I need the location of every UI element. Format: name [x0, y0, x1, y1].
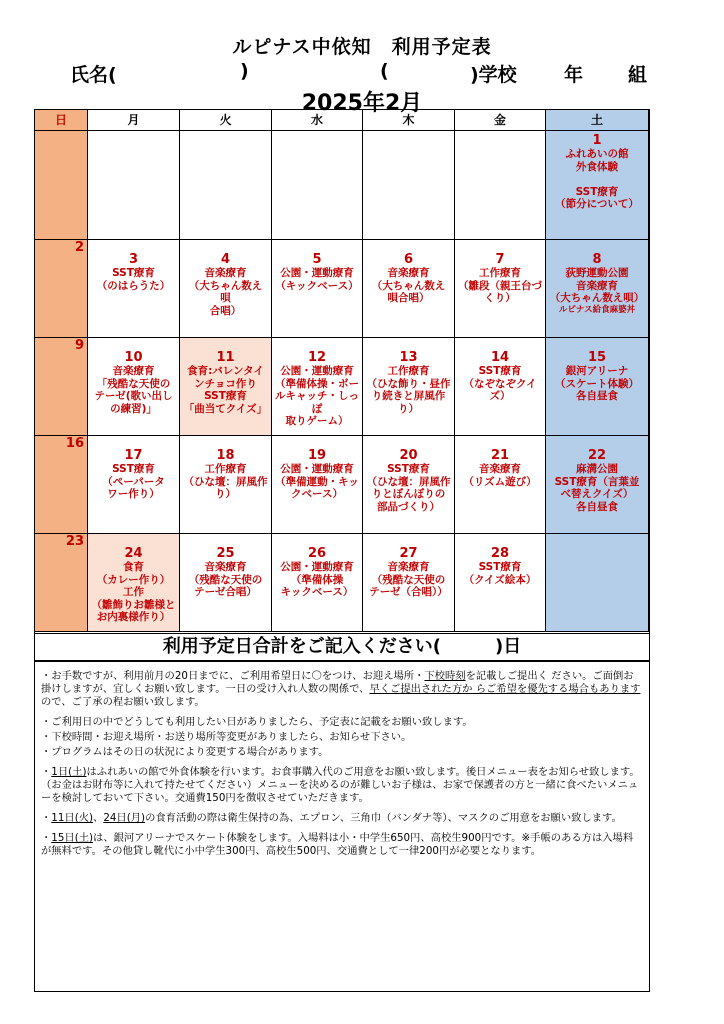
calendar-day-cell: [455, 240, 546, 338]
calendar-day-cell: [363, 131, 455, 240]
calendar-day-cell: [363, 240, 455, 338]
weekday-header-mon: 月: [88, 110, 180, 131]
day-events-extra: ルピナス給食麻婆丼: [558, 304, 636, 315]
weekday-header-sat: 土: [546, 110, 649, 131]
day-events: SST療育 （のはらうた）: [96, 267, 171, 292]
day-events: 音楽療育 （残酷な天使の テーゼ（合唱））: [369, 561, 448, 598]
day-number: 27: [399, 546, 418, 561]
note-changes: ・下校時間・お迎え場所・お送り場所等変更がありましたら、お知らせ下さい。: [41, 731, 412, 743]
day-events: 音楽療育 （大ちゃん数え 唄合唱）: [371, 267, 446, 304]
calendar-day-cell: [272, 436, 363, 534]
day-number: 14: [490, 350, 510, 365]
calendar-day-cell: [272, 131, 363, 240]
day-events: 音楽療育 （残酷な天使の テーゼ合唱）: [188, 561, 263, 598]
day-events: 音楽療育 「残酷な天使の テーゼ(歌い出し の練習)」: [94, 365, 173, 415]
calendar-grid: [34, 109, 650, 634]
day-number: 25: [216, 546, 235, 561]
name-close: ): [240, 60, 249, 82]
day-events: 音楽療育 （大ちゃん数え 唄 合唱）: [188, 267, 263, 317]
day-number: 2: [74, 240, 84, 255]
day-number: 15: [587, 350, 607, 365]
day-number: 21: [490, 448, 510, 463]
day-number: 10: [124, 350, 143, 365]
calendar-day-cell: [88, 131, 180, 240]
day-number: 3: [128, 252, 139, 267]
calendar-day-cell: [180, 338, 272, 436]
day-events: 食育:バレンタイ ンチョコ作り SST療育 「曲当てクイズ」: [183, 365, 268, 415]
calendar-day-cell: [272, 240, 363, 338]
day-number: 7: [495, 252, 505, 267]
note-priority-days: ・ご利用日の中でどうしても利用したい日がありましたら、予定表に記載をお願い致します。: [41, 716, 473, 728]
day-events: 音楽療育 （リズム遊び）: [463, 463, 537, 488]
day-events: 工作療育 （雛段（親王台づ くり）: [458, 267, 542, 304]
weekday-header-thu: 木: [363, 110, 455, 131]
calendar-day-cell: [88, 338, 180, 436]
day-events: 荻野運動公園 音楽療育 （大ちゃん数え唄）: [549, 267, 645, 304]
calendar-day-cell: [35, 436, 88, 534]
weekday-header-sun: 日: [35, 110, 88, 131]
day-number: 11: [216, 350, 235, 365]
notes-section: [34, 661, 650, 992]
name-label: 氏名(: [70, 64, 117, 86]
calendar-day-cell: [180, 436, 272, 534]
year-label: 年: [564, 64, 584, 86]
day-number: 5: [312, 252, 322, 267]
note-day1: ・1日(土)はふれあいの館で外食体験を行います。お食事購入代のご用意をお願い致します。後日メニュー表をお知らせ致します。（お金はお財布等に入れて持たせてください）メニューを決めるのが難しいお子様は、お家で保護者の方と一緒に食べたいメニューを検討しておいて下さい。交通費150円を徴収させていただきます。: [41, 766, 640, 804]
calendar-day-cell: [363, 436, 455, 534]
day-number: 28: [490, 546, 510, 561]
school-open: (: [380, 60, 389, 82]
weekday-header-fri: 金: [455, 110, 546, 131]
day-events: 公園・運動療育 （準備体操・ボー ルキャッチ・しっぽ 取りゲーム）: [275, 365, 359, 427]
day-events: SST療育 （ひな壇：屏風作 りとぼんぼりの 部品づくり）: [366, 463, 451, 513]
day-events: 銀河アリーナ （スケート体験） 各自昼食: [555, 365, 639, 402]
calendar-day-cell: [88, 240, 180, 338]
calendar-day-cell: [180, 240, 272, 338]
day-number: 24: [124, 546, 143, 561]
name-line: [70, 60, 670, 88]
day-number: 23: [65, 534, 84, 549]
day-events: 公園・運動療育 （準備体操 キックベース）: [280, 561, 354, 598]
calendar-day-cell: [546, 240, 649, 338]
day-events: ふれあいの館 外食体験 SST療育 （節分について）: [555, 148, 639, 210]
calendar-day-cell: [455, 534, 546, 632]
day-number: 9: [74, 338, 84, 353]
day-number: 8: [592, 252, 602, 267]
weekday-header-tue: 火: [180, 110, 272, 131]
day-events: 公園・運動療育 （キックベース）: [275, 267, 359, 292]
school-label: )学校: [470, 64, 517, 86]
day-events: 工作療育 （ひな飾り・昼作 り続きと屏風作 り）: [366, 365, 451, 415]
calendar-day-cell: [455, 436, 546, 534]
note-day15: ・15日(土)は、銀河アリーナでスケート体験をします。入場料は小・中学生650円、高校生900円です。※手帳のある方は入場料が無料です。その他貸し靴代に小中学生300円、高校生500円、交通費として一律200円が必要となります。: [41, 832, 634, 857]
day-number: 20: [399, 448, 418, 463]
note-food-activity: ・11日(火)、24日(月)の食育活動の際は衛生保持の為、エプロン、三角巾（バンダナ等）、マスクのご用意をお願い致します。: [41, 812, 622, 824]
month-title: 2025年2月: [301, 91, 423, 116]
day-number: 16: [65, 436, 84, 451]
day-events: SST療育 （クイズ絵本）: [463, 561, 537, 586]
day-number: 13: [399, 350, 418, 365]
note-program: ・プログラムはその日の状況により変更する場合があります。: [41, 746, 329, 758]
calendar-day-cell: [35, 131, 88, 240]
calendar-day-cell: [88, 436, 180, 534]
day-events: 公園・運動療育 （準備運動・キッ クベース）: [275, 463, 359, 500]
day-number: 18: [216, 448, 235, 463]
day-number: 6: [403, 252, 414, 267]
calendar-day-cell: [35, 240, 88, 338]
calendar-day-cell: [35, 534, 88, 632]
calendar-day-cell: [363, 338, 455, 436]
calendar-day-cell: [546, 534, 649, 632]
calendar-day-cell: [272, 534, 363, 632]
calendar-day-cell: [455, 338, 546, 436]
calendar-day-cell: [88, 534, 180, 632]
calendar-day-cell: [180, 534, 272, 632]
total-days-prompt: 利用予定日合計をご記入ください( )日: [34, 633, 650, 661]
calendar-day-cell: [546, 436, 649, 534]
calendar-day-cell: [180, 131, 272, 240]
day-number: 26: [307, 546, 327, 561]
day-events: 食育 （カレー作り） 工作 （雛飾りお雛様と お内裏様作り）: [91, 561, 176, 623]
day-number: 19: [307, 448, 327, 463]
day-events: 工作療育 （ひな壇：屏風作 り）: [183, 463, 268, 500]
day-number: 22: [587, 448, 607, 463]
day-number: 12: [307, 350, 327, 365]
day-events: 麻溝公園 SST療育（言葉並 べ替えクイズ） 各自昼食: [554, 463, 640, 513]
weekday-header-wed: 水: [272, 110, 363, 131]
calendar-day-cell: [363, 534, 455, 632]
class-label: 組: [628, 64, 648, 86]
day-events: SST療育 （ペーパータ ワー作り）: [102, 463, 165, 500]
calendar-day-cell: [546, 338, 649, 436]
day-events: SST療育 （なぞなぞクイ ズ）: [463, 365, 537, 402]
calendar-day-cell: [272, 338, 363, 436]
calendar-day-cell: [455, 131, 546, 240]
calendar-day-cell: [546, 131, 649, 240]
page-title: ルピナス中依知 利用予定表: [232, 36, 492, 58]
day-number: 1: [592, 133, 602, 148]
calendar-day-cell: [35, 338, 88, 436]
day-number: 17: [124, 448, 143, 463]
note-submission: ・お手数ですが、利用前月の20日までに、ご利用希望日に〇をつけ、お迎え場所・下校時刻を記載しご提出く ださい。ご面倒お掛けしますが、宜しくお願い致します。一日の受け入れ人数の関係で、早くご提出された方か らご希望を優先する場合もありますので、ご了承の程お願い致します。: [41, 670, 641, 708]
day-number: 4: [220, 252, 231, 267]
